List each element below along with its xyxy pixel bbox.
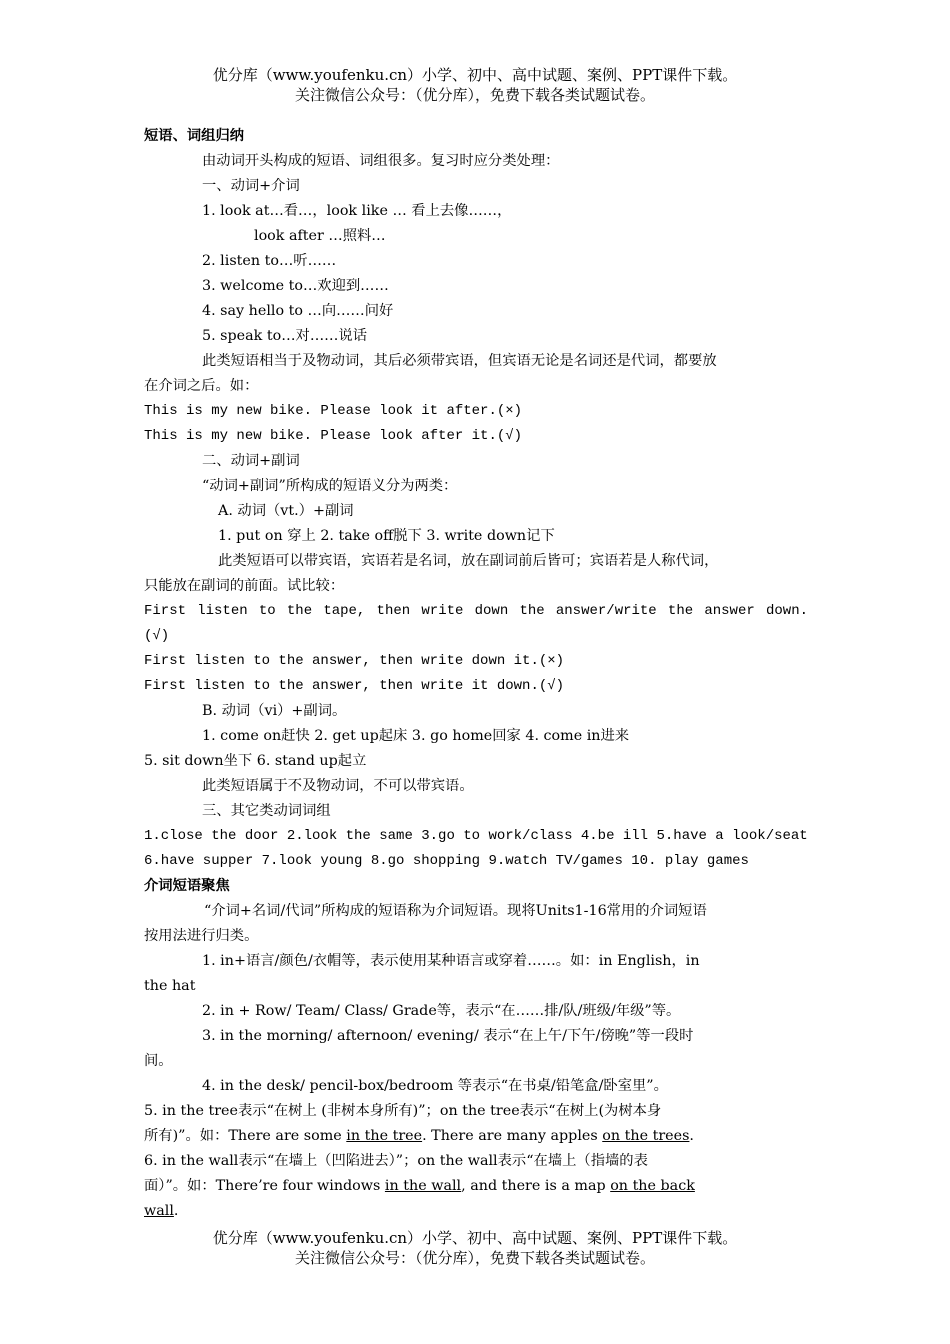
part1-example-1: This is my new bike. Please look it after.(×) [144,403,523,419]
part2-type-b: B. 动词（vi）+副词。 [202,703,347,719]
section-intro: 由动词开头构成的短语、词组很多。复习时应分类处理： [202,153,560,169]
item5-underlined-1: in the tree [346,1128,423,1144]
section-title-prepositions: 介词短语聚焦 [144,878,230,894]
document-body [144,124,808,1224]
section2-item-2: 2. in + Row/ Team/ Class/ Grade等，表示“在……排/队/班级/年级”等。 [202,1003,681,1019]
part3-heading: 三、其它类动词词组 [202,803,331,819]
header-line-1: 优分库（www.youfenku.cn）小学、初中、高中试题、案例、PPT课件下载。 [212,66,738,84]
part2-note-line-2: 只能放在副词的前面。试比较： [144,578,345,594]
section2-intro-line-2: 按用法进行归类。 [144,928,259,944]
item6-underlined-1: in the wall [384,1178,462,1194]
part1-item-3: 3. welcome to…欢迎到…… [202,278,389,294]
part2-example-2: First listen to the answer, then write down it.(×) [144,653,565,669]
part1-item-5: 5. speak to…对……说话 [202,328,368,344]
part2-intro: “动词+副词”所构成的短语义分为两类： [202,478,458,494]
item5-text-c: . [689,1128,694,1144]
section-title-phrases: 短语、词组归纳 [144,128,245,144]
section2-item-6-line-2 [144,1174,808,1199]
part3-line-2: 6.have supper 7.look young 8.go shopping 9.watch TV/games 10. play games [144,853,749,869]
part2-example-1-line-1: First listen to the tape, then write down the answer/write the answer down. [144,603,808,619]
section2-item-1-line-2: the hat [144,978,196,994]
part2-example-1-line-2: (√) [144,628,170,644]
section2-item-1-line-1: 1. in+语言/颜色/衣帽等，表示使用某种语言或穿着……。如：in English，in [202,953,700,969]
section2-item-6-line-1: 6. in the wall表示“在墙上（凹陷进去）”；on the wall表示“在墙上（指墙的表 [144,1153,648,1169]
section2-item-3-line-1: 3. in the morning/ afternoon/ evening/ 表示“在上午/下午/傍晚”等一段时 [202,1028,694,1044]
part1-note-line-2: 在介词之后。如： [144,378,259,394]
part2-note-line-1: 此类短语可以带宾语，宾语若是名词，放在副词前后皆可；宾语若是人称代词， [218,553,719,569]
part2-heading: 二、动词+副词 [202,453,300,469]
section2-item-6-line-3 [144,1199,808,1224]
part1-item-1b: look after …照料… [254,228,386,244]
section2-item-5-line-2 [144,1124,808,1149]
part3-line-1: 1.close the door 2.look the same 3.go to work/class 4.be ill 5.have a look/seat [144,828,808,844]
part2-type-b-note: 此类短语属于不及物动词，不可以带宾语。 [202,778,474,794]
part2-type-a-items: 1. put on 穿上 2. take off脱下 3. write down记下 [218,528,555,544]
part1-example-2: This is my new bike. Please look after it.(√) [144,428,523,444]
header-line-2: 关注微信公众号：（优分库），免费下载各类试题试卷。 [294,86,655,104]
item6-underlined-3: wall [144,1203,174,1219]
part2-type-b-items-line-2: 5. sit down坐下 6. stand up起立 [144,753,367,769]
part1-item-1: 1. look at…看…，look like … 看上去像……， [202,203,512,219]
footer-line-1: 优分库（www.youfenku.cn）小学、初中、高中试题、案例、PPT课件下载。 [212,1229,738,1247]
footer-line-2: 关注微信公众号：（优分库），免费下载各类试题试卷。 [294,1249,655,1267]
section2-item-3-line-2: 间。 [144,1053,173,1069]
part1-item-4: 4. say hello to …向……问好 [202,303,394,319]
section2-item-4: 4. in the desk/ pencil-box/bedroom 等表示“在书桌/铅笔盒/卧室里”。 [202,1078,668,1094]
item6-underlined-2: on the back [610,1178,695,1194]
item5-underlined-2: on the trees [602,1128,690,1144]
part2-type-a: A. 动词（vt.）+副词 [218,503,354,519]
part2-example-3: First listen to the answer, then write it down.(√) [144,678,565,694]
section2-intro-line-1: “介词+名词/代词”所构成的短语称为介词短语。现将Units1-16常用的介词短语 [204,903,707,919]
item5-text-b: . There are many apples [422,1128,603,1144]
part1-heading: 一、动词+介词 [202,178,300,194]
part1-item-2: 2. listen to…听…… [202,253,337,269]
item5-text-a: 所有)”。如：There are some [144,1128,347,1144]
part2-type-b-items-line-1: 1. come on赶快 2. get up起床 3. go home回家 4. come in进来 [202,728,630,744]
item6-text-a: 面）”。如：There’re four windows [144,1178,385,1194]
item6-text-b: , and there is a map [461,1178,611,1194]
part1-note-line-1: 此类短语相当于及物动词，其后必须带宾语，但宾语无论是名词还是代词，都要放 [202,353,717,369]
section2-item-5-line-1: 5. in the tree表示“在树上 (非树本身所有)”；on the tree表示“在树上(为树本身 [144,1103,662,1119]
item6-text-c: . [173,1203,179,1219]
